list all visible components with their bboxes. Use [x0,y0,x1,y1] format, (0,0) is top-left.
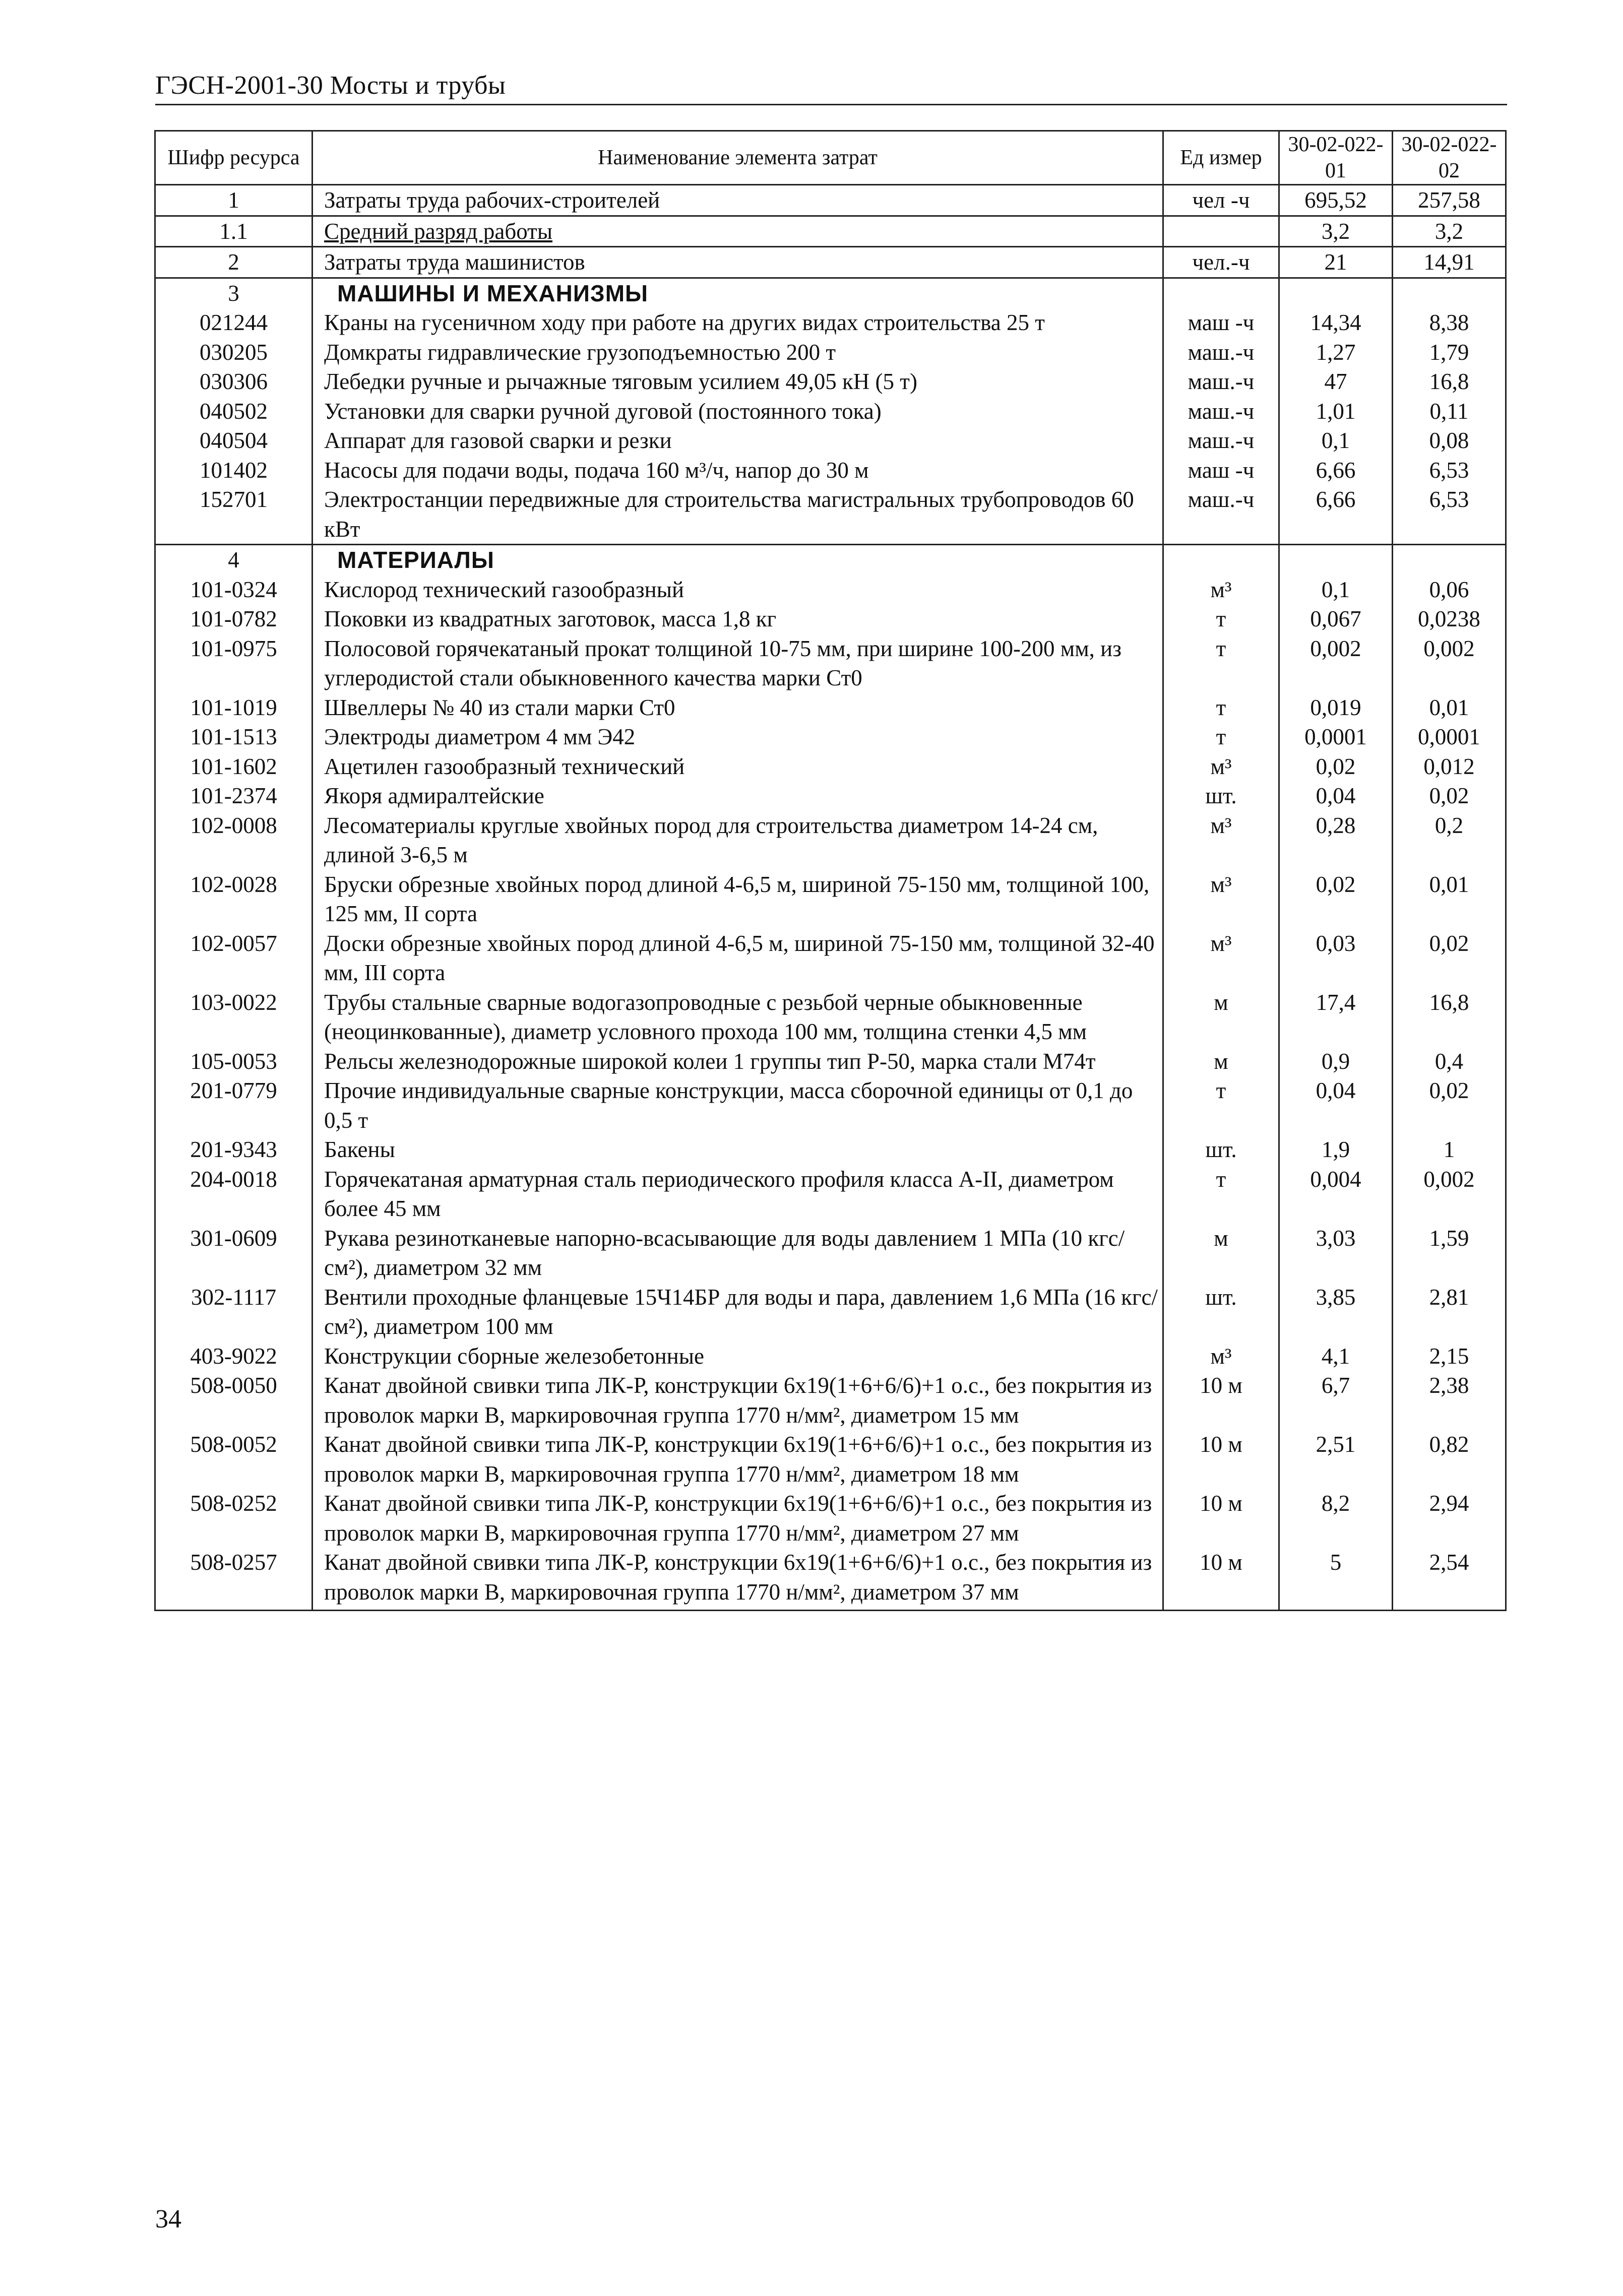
norm-01-value-cell: 0,002 [1279,634,1393,693]
unit-cell: маш.-ч [1163,397,1279,426]
norm-01-value-cell: 6,66 [1279,485,1393,545]
table-row [155,1371,1506,1430]
resource-code-cell: 101-0324 [155,575,313,605]
column-header-name: Наименование элемента затрат [313,131,1163,185]
resource-code-cell: 152701 [155,485,313,545]
resource-code-cell: 040502 [155,397,313,426]
norm-02-value-cell: 1,59 [1393,1224,1506,1283]
norm-01-value-cell: 0,04 [1279,1076,1393,1135]
column-header-unit: Ед измер [1163,131,1279,185]
header-divider [155,104,1507,105]
unit-cell: шт. [1163,1135,1279,1165]
table-row [155,1430,1506,1489]
norm-01-value-cell: 3,2 [1279,216,1393,247]
resource-code-cell: 101-1602 [155,752,313,782]
resource-code-cell: 302-1117 [155,1283,313,1342]
norm-01-value-cell: 4,1 [1279,1342,1393,1371]
table-row [155,1548,1506,1611]
norm-01-value-cell: 0,1 [1279,426,1393,456]
table-row [155,397,1506,426]
resource-name-cell: Аппарат для газовой сварки и резки [313,426,1163,456]
unit-cell: т [1163,1076,1279,1135]
resource-code-cell: 101-0782 [155,604,313,634]
norm-02-value-cell: 0,01 [1393,870,1506,929]
norm-01-value-cell: 1,01 [1279,397,1393,426]
table-row [155,367,1506,397]
table-row [155,811,1506,870]
resource-name-cell: Рельсы железнодорожные широкой колеи 1 группы тип Р-50, марка стали М74т [313,1047,1163,1076]
resource-name-cell: Домкраты гидравлические грузоподъемностью 200 т [313,338,1163,367]
resource-code-cell: 101-0975 [155,634,313,693]
resource-name-cell: Краны на гусеничном ходу при работе на других видах строительства 25 т [313,308,1163,338]
table-body [155,185,1506,1611]
resource-name-cell: Горячекатаная арматурная сталь периодического профиля класса А-II, диаметром более 45 мм [313,1165,1163,1224]
table-row [155,1047,1506,1076]
norm-01-value-cell: 6,7 [1279,1371,1393,1430]
column-header-norm-02: 30-02-022-02 [1393,131,1506,185]
unit-cell: маш.-ч [1163,426,1279,456]
resource-table [154,130,1507,1611]
resource-code-cell: 101-2374 [155,781,313,811]
table-row [155,929,1506,988]
table-row [155,988,1506,1047]
norm-01-value-cell [1279,278,1393,308]
resource-name-cell: Вентили проходные фланцевые 15Ч14БР для воды и пара, давлением 1,6 МПа (16 кгс/см²), диаметром 100 мм [313,1283,1163,1342]
unit-cell: м³ [1163,752,1279,782]
unit-cell: маш -ч [1163,308,1279,338]
norm-01-value-cell: 0,067 [1279,604,1393,634]
table-row [155,216,1506,247]
norm-02-value-cell: 1 [1393,1135,1506,1165]
norm-01-value-cell: 1,9 [1279,1135,1393,1165]
column-header-code: Шифр ресурса [155,131,313,185]
unit-cell: маш.-ч [1163,338,1279,367]
table-row [155,604,1506,634]
resource-code-cell: 403-9022 [155,1342,313,1371]
norm-02-value-cell: 0,4 [1393,1047,1506,1076]
unit-cell: т [1163,634,1279,693]
resource-name-cell: Канат двойной свивки типа ЛК-Р, конструкции 6х19(1+6+6/6)+1 о.с., без покрытия из проволок марки В, маркировочная группа 1770 н/мм², диаметром 37 мм [313,1548,1163,1611]
table-header-row [155,131,1506,185]
norm-02-value-cell: 0,02 [1393,929,1506,988]
resource-code-cell: 508-0050 [155,1371,313,1430]
unit-cell: 10 м [1163,1371,1279,1430]
unit-cell: шт. [1163,781,1279,811]
norm-02-value-cell: 0,11 [1393,397,1506,426]
unit-cell: м [1163,988,1279,1047]
unit-cell: т [1163,722,1279,752]
norm-02-value-cell: 257,58 [1393,185,1506,216]
norm-02-value-cell: 0,82 [1393,1430,1506,1489]
table-row [155,752,1506,782]
unit-cell: чел -ч [1163,185,1279,216]
norm-02-value-cell: 0,02 [1393,781,1506,811]
norm-02-value-cell [1393,278,1506,308]
unit-cell [1163,216,1279,247]
norm-02-value-cell: 0,02 [1393,1076,1506,1135]
table-row [155,575,1506,605]
norm-01-value-cell [1279,545,1393,575]
norm-02-value-cell: 0,002 [1393,634,1506,693]
resource-name-cell: Насосы для подачи воды, подача 160 м³/ч, напор до 30 м [313,456,1163,485]
unit-cell: чел.-ч [1163,247,1279,278]
resource-code-cell: 1.1 [155,216,313,247]
table-row [155,485,1506,545]
resource-code-cell: 1 [155,185,313,216]
unit-cell: м [1163,1047,1279,1076]
resource-code-cell: 105-0053 [155,1047,313,1076]
norm-01-value-cell: 0,004 [1279,1165,1393,1224]
table-row [155,1165,1506,1224]
norm-01-value-cell: 5 [1279,1548,1393,1611]
underlined-name-text: Средний разряд работы [324,218,553,244]
unit-cell: маш -ч [1163,456,1279,485]
norm-01-value-cell: 3,85 [1279,1283,1393,1342]
resource-name-cell: Затраты труда машинистов [313,247,1163,278]
table-row [155,1489,1506,1548]
unit-cell: т [1163,1165,1279,1224]
table-row [155,456,1506,485]
resource-code-cell: 4 [155,545,313,575]
resource-code-cell: 508-0257 [155,1548,313,1611]
resource-name-cell: Конструкции сборные железобетонные [313,1342,1163,1371]
table-row [155,308,1506,338]
page-header-title: ГЭСН-2001-30 Мосты и трубы [155,71,506,100]
unit-cell: м³ [1163,929,1279,988]
resource-name-cell: Лебедки ручные и рычажные тяговым усилием 49,05 кН (5 т) [313,367,1163,397]
resource-name-cell: Канат двойной свивки типа ЛК-Р, конструкции 6х19(1+6+6/6)+1 о.с., без покрытия из проволок марки В, маркировочная группа 1770 н/мм², диаметром 15 мм [313,1371,1163,1430]
resource-name-cell: Канат двойной свивки типа ЛК-Р, конструкции 6х19(1+6+6/6)+1 о.с., без покрытия из проволок марки В, маркировочная группа 1770 н/мм², диаметром 18 мм [313,1430,1163,1489]
resource-name-cell: Установки для сварки ручной дуговой (постоянного тока) [313,397,1163,426]
norm-02-value-cell [1393,545,1506,575]
resource-code-cell: 508-0252 [155,1489,313,1548]
norm-01-value-cell: 3,03 [1279,1224,1393,1283]
unit-cell [1163,278,1279,308]
resource-code-cell: 201-0779 [155,1076,313,1135]
unit-cell: т [1163,693,1279,723]
norm-01-value-cell: 0,04 [1279,781,1393,811]
norm-02-value-cell: 0,01 [1393,693,1506,723]
resource-code-cell: 040504 [155,426,313,456]
resource-code-cell: 030306 [155,367,313,397]
norm-02-value-cell: 6,53 [1393,456,1506,485]
unit-cell: 10 м [1163,1489,1279,1548]
norm-02-value-cell: 6,53 [1393,485,1506,545]
norm-02-value-cell: 0,06 [1393,575,1506,605]
norm-02-value-cell: 16,8 [1393,367,1506,397]
table-row [155,693,1506,723]
table-row [155,1342,1506,1371]
unit-cell: м³ [1163,870,1279,929]
norm-02-value-cell: 2,81 [1393,1283,1506,1342]
resource-name-cell: Бакены [313,1135,1163,1165]
resource-name-cell: Бруски обрезные хвойных пород длиной 4-6,5 м, шириной 75-150 мм, толщиной 100, 125 мм, II сорта [313,870,1163,929]
norm-02-value-cell: 2,54 [1393,1548,1506,1611]
unit-cell: 10 м [1163,1548,1279,1611]
resource-name-cell: Трубы стальные сварные водогазопроводные с резьбой черные обыкновенные (неоцинкованные), диаметр условного прохода 100 мм, толщина стенки 4,5 мм [313,988,1163,1047]
unit-cell: м³ [1163,1342,1279,1371]
resource-code-cell: 102-0028 [155,870,313,929]
table-row [155,781,1506,811]
section-header-row [155,545,1506,575]
norm-02-value-cell: 2,38 [1393,1371,1506,1430]
table-row [155,634,1506,693]
table-row [155,185,1506,216]
resource-code-cell: 508-0052 [155,1430,313,1489]
resource-name-cell: Ацетилен газообразный технический [313,752,1163,782]
norm-02-value-cell: 3,2 [1393,216,1506,247]
resource-code-cell: 103-0022 [155,988,313,1047]
resource-name-cell: Электроды диаметром 4 мм Э42 [313,722,1163,752]
norm-02-value-cell: 0,0001 [1393,722,1506,752]
resource-table-container [154,130,1505,1611]
resource-code-cell: 2 [155,247,313,278]
norm-01-value-cell: 695,52 [1279,185,1393,216]
resource-code-cell: 102-0057 [155,929,313,988]
resource-name-cell [313,216,1163,247]
norm-01-value-cell: 0,1 [1279,575,1393,605]
norm-01-value-cell: 21 [1279,247,1393,278]
resource-name-cell: Электростанции передвижные для строительства магистральных трубопроводов 60 кВт [313,485,1163,545]
norm-02-value-cell: 0,002 [1393,1165,1506,1224]
table-row [155,426,1506,456]
norm-02-value-cell: 2,15 [1393,1342,1506,1371]
resource-name-cell: Лесоматериалы круглые хвойных пород для строительства диаметром 14-24 см, длиной 3-6,5 м [313,811,1163,870]
resource-code-cell: 301-0609 [155,1224,313,1283]
norm-02-value-cell: 2,94 [1393,1489,1506,1548]
table-row [155,722,1506,752]
table-row [155,870,1506,929]
resource-code-cell: 021244 [155,308,313,338]
norm-01-value-cell: 0,03 [1279,929,1393,988]
norm-01-value-cell: 0,019 [1279,693,1393,723]
table-row [155,338,1506,367]
resource-code-cell: 101402 [155,456,313,485]
table-row [155,1076,1506,1135]
norm-02-value-cell: 1,79 [1393,338,1506,367]
resource-code-cell: 3 [155,278,313,308]
norm-01-value-cell: 2,51 [1279,1430,1393,1489]
unit-cell: м³ [1163,575,1279,605]
table-row [155,1224,1506,1283]
resource-name-cell: Швеллеры № 40 из стали марки Ст0 [313,693,1163,723]
norm-01-value-cell: 0,9 [1279,1047,1393,1076]
column-header-norm-01: 30-02-022-01 [1279,131,1393,185]
norm-02-value-cell: 8,38 [1393,308,1506,338]
unit-cell: т [1163,604,1279,634]
unit-cell: м³ [1163,811,1279,870]
norm-01-value-cell: 0,0001 [1279,722,1393,752]
norm-01-value-cell: 0,28 [1279,811,1393,870]
norm-02-value-cell: 0,08 [1393,426,1506,456]
resource-name-cell: Полосовой горячекатаный прокат толщиной 10-75 мм, при ширине 100-200 мм, из углеродистой стали обыкновенного качества марки Ст0 [313,634,1163,693]
unit-cell: маш.-ч [1163,367,1279,397]
resource-code-cell: 102-0008 [155,811,313,870]
norm-02-value-cell: 16,8 [1393,988,1506,1047]
norm-01-value-cell: 1,27 [1279,338,1393,367]
resource-code-cell: 201-9343 [155,1135,313,1165]
resource-name-cell: Якоря адмиралтейские [313,781,1163,811]
section-header-row [155,278,1506,308]
table-row [155,1135,1506,1165]
resource-name-cell: Поковки из квадратных заготовок, масса 1,8 кг [313,604,1163,634]
resource-name-cell: Прочие индивидуальные сварные конструкции, масса сборочной единицы от 0,1 до 0,5 т [313,1076,1163,1135]
norm-01-value-cell: 0,02 [1279,870,1393,929]
unit-cell: шт. [1163,1283,1279,1342]
unit-cell [1163,545,1279,575]
resource-name-cell: Затраты труда рабочих-строителей [313,185,1163,216]
resource-name-cell: Доски обрезные хвойных пород длиной 4-6,5 м, шириной 75-150 мм, толщиной 32-40 мм, III сорта [313,929,1163,988]
resource-code-cell: 030205 [155,338,313,367]
resource-name-cell: МАТЕРИАЛЫ [313,545,1163,575]
norm-01-value-cell: 17,4 [1279,988,1393,1047]
norm-01-value-cell: 0,02 [1279,752,1393,782]
norm-01-value-cell: 6,66 [1279,456,1393,485]
norm-02-value-cell: 0,0238 [1393,604,1506,634]
resource-code-cell: 204-0018 [155,1165,313,1224]
norm-01-value-cell: 14,34 [1279,308,1393,338]
table-row [155,1283,1506,1342]
resource-name-cell: Канат двойной свивки типа ЛК-Р, конструкции 6х19(1+6+6/6)+1 о.с., без покрытия из проволок марки В, маркировочная группа 1770 н/мм², диаметром 27 мм [313,1489,1163,1548]
norm-02-value-cell: 0,012 [1393,752,1506,782]
resource-name-cell: Рукава резинотканевые напорно-всасывающие для воды давлением 1 МПа (10 кгс/см²), диаметром 32 мм [313,1224,1163,1283]
resource-code-cell: 101-1513 [155,722,313,752]
norm-01-value-cell: 47 [1279,367,1393,397]
unit-cell: м [1163,1224,1279,1283]
norm-02-value-cell: 0,2 [1393,811,1506,870]
resource-name-cell: МАШИНЫ И МЕХАНИЗМЫ [313,278,1163,308]
resource-name-cell: Кислород технический газообразный [313,575,1163,605]
unit-cell: маш.-ч [1163,485,1279,545]
norm-01-value-cell: 8,2 [1279,1489,1393,1548]
table-row [155,247,1506,278]
norm-02-value-cell: 14,91 [1393,247,1506,278]
unit-cell: 10 м [1163,1430,1279,1489]
resource-code-cell: 101-1019 [155,693,313,723]
page-number: 34 [155,2205,181,2234]
